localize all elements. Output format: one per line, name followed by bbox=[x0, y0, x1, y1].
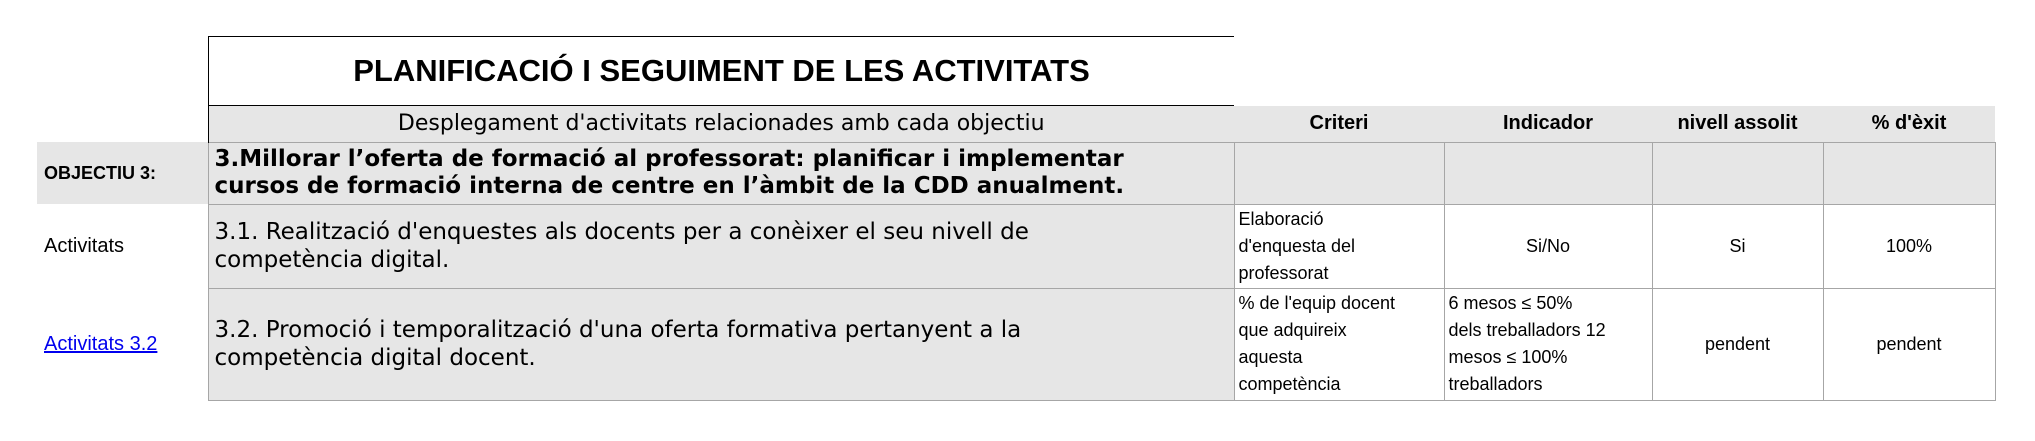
activity-criteri bbox=[1234, 204, 1444, 288]
criteri-line: % de l'equip docent bbox=[1238, 293, 1396, 313]
activity-criteri bbox=[1234, 288, 1444, 400]
objective-row bbox=[37, 142, 1995, 204]
criteri-line: Elaboració bbox=[1238, 208, 1324, 229]
activity-indicador bbox=[1444, 288, 1652, 400]
indicador-line: mesos ≤ 100% bbox=[1448, 347, 1568, 367]
activity-description bbox=[208, 288, 1234, 400]
header-criteri: Criteri bbox=[1234, 106, 1444, 142]
activity-row bbox=[37, 204, 1995, 288]
activity-link-cell bbox=[37, 288, 208, 400]
activity-label: Activitats bbox=[44, 234, 125, 257]
header-row bbox=[37, 106, 1995, 142]
indicador-line: 6 mesos ≤ 50% bbox=[1448, 293, 1573, 313]
activity-row bbox=[37, 288, 1995, 400]
header-nivell-assolit: nivell assolit bbox=[1652, 106, 1823, 142]
criteri-line: professorat bbox=[1238, 262, 1329, 283]
objective-nivell-cell bbox=[1652, 142, 1823, 204]
objective-criteri-cell bbox=[1234, 142, 1444, 204]
header-exit: % d'èxit bbox=[1823, 106, 1995, 142]
criteri-line: d'enquesta del bbox=[1238, 235, 1356, 256]
objective-text bbox=[208, 142, 1234, 204]
activity-nivell-assolit: Si bbox=[1652, 204, 1823, 288]
header-description: Desplegament d'activitats relacionades amb cada objectiu bbox=[208, 106, 1234, 142]
header-empty-cell bbox=[37, 106, 208, 142]
indicador-line: dels treballadors 12 bbox=[1448, 320, 1606, 340]
header-indicador: Indicador bbox=[1444, 106, 1652, 142]
activity-description-line-1: 3.1. Realització d'enquestes als docents per a conèixer el seu nivell de bbox=[214, 219, 1029, 245]
objective-exit-cell bbox=[1823, 142, 1995, 204]
activities-table bbox=[37, 106, 1996, 401]
page-title: PLANIFICACIÓ I SEGUIMENT DE LES ACTIVITATS bbox=[208, 36, 1234, 106]
objective-indicador-cell bbox=[1444, 142, 1652, 204]
objective-text-line-1: 3.Millorar l’oferta de formació al professorat: planificar i implementar bbox=[214, 146, 1124, 172]
criteri-line: que adquireix bbox=[1238, 320, 1347, 340]
objective-label: OBJECTIU 3: bbox=[37, 142, 208, 204]
activity-description bbox=[208, 204, 1234, 288]
activitats-3-2-link[interactable]: Activitats 3.2 bbox=[44, 332, 158, 355]
criteri-line: aquesta bbox=[1238, 347, 1303, 367]
activity-exit: 100% bbox=[1823, 204, 1995, 288]
activity-nivell-assolit: pendent bbox=[1652, 288, 1823, 400]
activity-description-line-2: competència digital docent. bbox=[214, 345, 536, 371]
activity-indicador: Si/No bbox=[1444, 204, 1652, 288]
activity-description-line-1: 3.2. Promoció i temporalització d'una oferta formativa pertanyent a la bbox=[214, 317, 1022, 343]
activity-description-line-2: competència digital. bbox=[214, 247, 450, 273]
indicador-line: treballadors bbox=[1448, 374, 1543, 394]
criteri-line: competència bbox=[1238, 374, 1341, 394]
activity-exit: pendent bbox=[1823, 288, 1995, 400]
objective-text-line-2: cursos de formació interna de centre en l’àmbit de la CDD anualment. bbox=[214, 173, 1125, 199]
